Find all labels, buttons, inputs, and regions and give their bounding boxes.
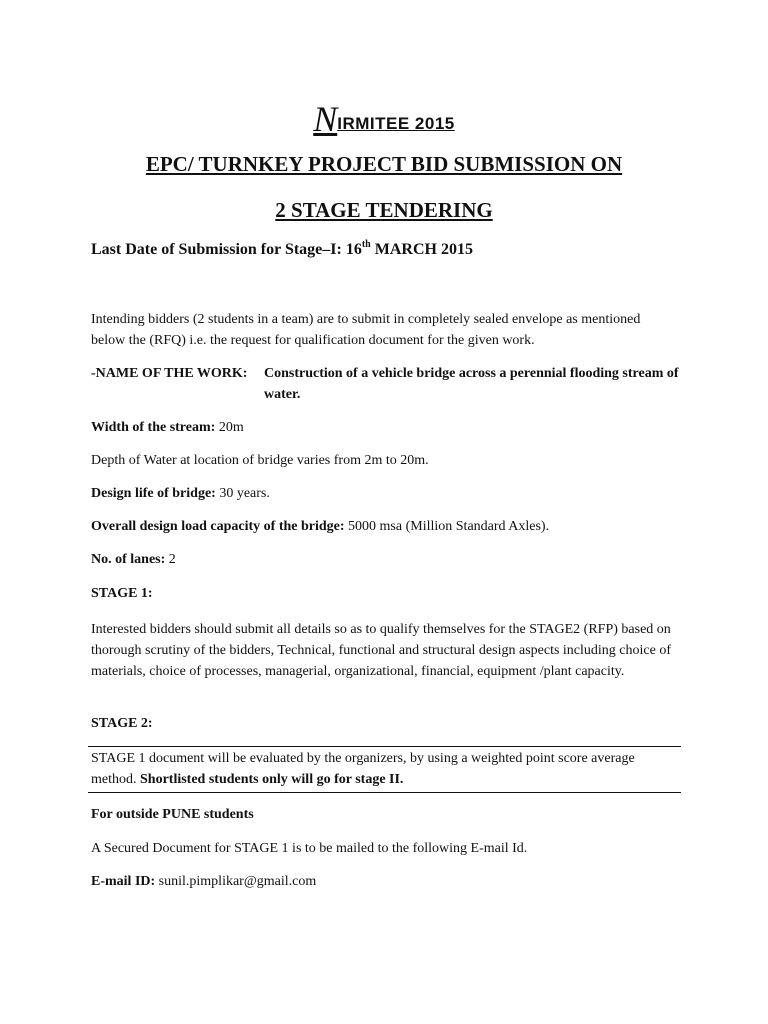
water-depth-line: Depth of Water at location of bridge varies from 2m to 20m. [91, 453, 429, 468]
stage2-heading: STAGE 2: [91, 716, 153, 731]
load-capacity-value: 5000 msa (Million Standard Axles). [344, 519, 550, 534]
stage2-top-rule [88, 746, 681, 747]
work-name-value: Construction of a vehicle bridge across a perennial flooding stream of water. [264, 366, 679, 402]
email-label: E-mail ID: [91, 874, 156, 889]
stream-width-value: 20m [215, 420, 244, 435]
title-initial: N [313, 99, 338, 139]
design-life-line [91, 483, 691, 504]
stage2-bottom-rule [88, 792, 681, 793]
stage2-bold-text: Shortlisted students only will go for stage II. [140, 772, 404, 787]
lanes-value: 2 [165, 552, 176, 567]
load-capacity-line [91, 516, 691, 537]
stream-width-line [91, 417, 691, 438]
stage1-heading: STAGE 1: [91, 586, 153, 601]
lanes-label: No. of lanes: [91, 552, 166, 567]
stream-width-label: Width of the stream: [91, 420, 216, 435]
lanes-line [91, 549, 691, 570]
email-line [91, 871, 691, 892]
outside-pune-text: A Secured Document for STAGE 1 is to be mailed to the following E-mail Id. [91, 841, 528, 856]
last-date-label: Last Date of Submission for Stage–I: 16 [91, 241, 362, 258]
design-life-value: 30 years. [215, 486, 270, 501]
heading-bid-submission: EPC/ TURNKEY PROJECT BID SUBMISSION ON [145, 152, 623, 176]
email-value: sunil.pimplikar@gmail.com [155, 874, 317, 889]
heading-stage-tendering: 2 STAGE TENDERING [275, 198, 493, 222]
load-capacity-label: Overall design load capacity of the bridge: [91, 519, 345, 534]
title-rest: IRMITEE 2015 [337, 114, 455, 133]
document-title [0, 98, 768, 140]
intro-paragraph: Intending bidders (2 students in a team) are to submit in completely sealed envelope as mentioned below the (RFQ) i.e. the request for qualification document for the given work. [91, 312, 641, 348]
work-name-label: -NAME OF THE WORK: [91, 366, 248, 381]
last-date-line [91, 241, 473, 259]
last-date-sup: th [361, 239, 371, 250]
stage2-paragraph [91, 748, 683, 790]
design-life-label: Design life of bridge: [91, 486, 216, 501]
outside-pune-heading: For outside PUNE students [91, 807, 254, 822]
last-date-tail: MARCH 2015 [370, 241, 473, 258]
stage2-text: STAGE 1 document will be evaluated by the organizers, by using a weighted point score average method. [91, 751, 635, 787]
stage1-paragraph: Interested bidders should submit all details so as to qualify themselves for the STAGE2 (RFP) based on thorough scrutiny of the bidders, Technical, functional and structural design aspects including choice of materials, choice of processes, managerial, organizational, financial, equipment /plant capacity. [91, 622, 671, 679]
